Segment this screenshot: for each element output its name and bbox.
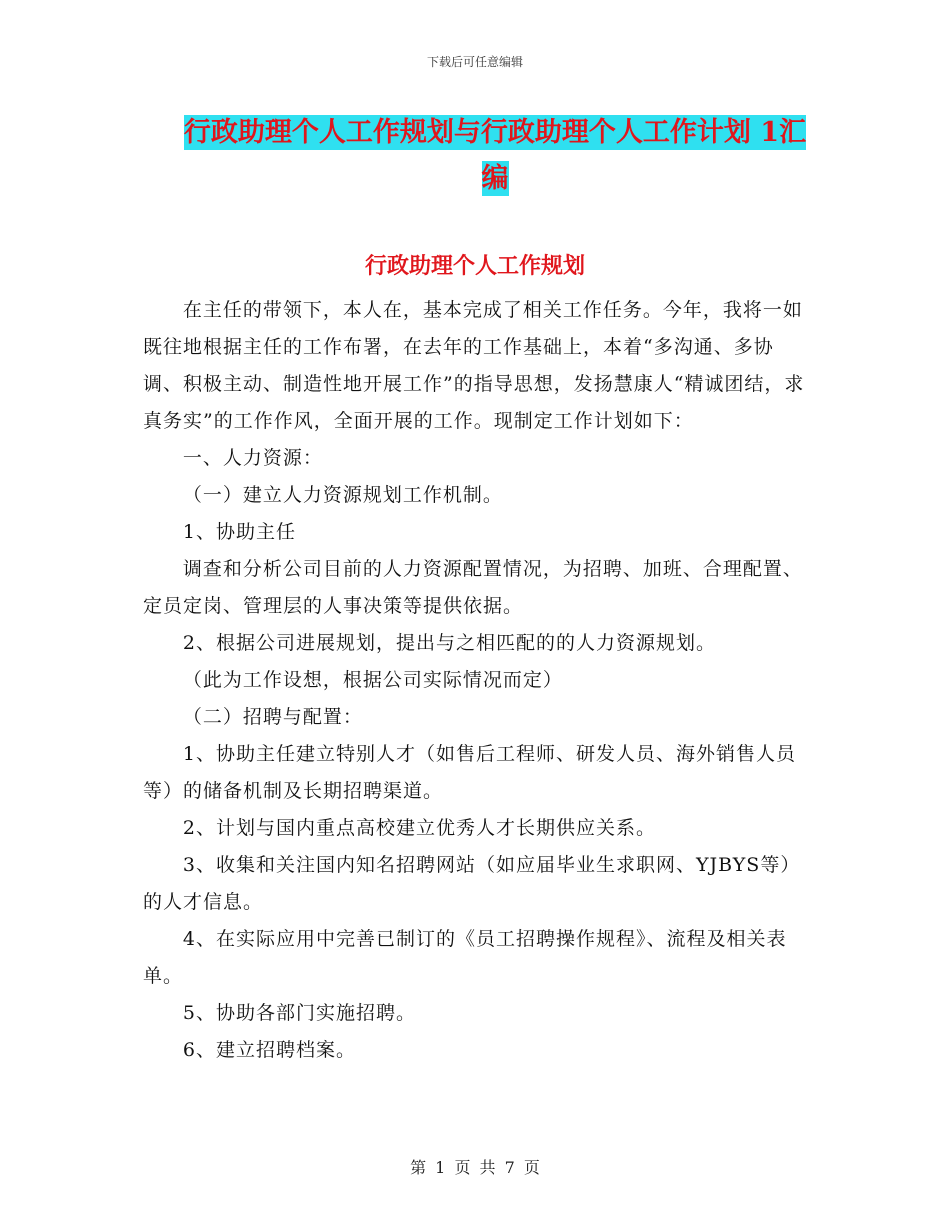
paragraph: 在主任的带领下，本人在，基本完成了相关工作任务。今年，我将一如既往地根据主任的工作布署，在去年的工作基础上，本着“多沟通、多协调、积极主动、制造性地开展工作”的指导思想，发扬慧康人“精诚团结，求真务实”的工作作风，全面开展的工作。现制定工作计划如下：: [143, 299, 805, 432]
document-title-text: 行政助理个人工作规划与行政助理个人工作计划 1汇编: [183, 117, 807, 194]
document-body: [143, 292, 808, 1069]
paragraph: 2、根据公司进展规划，提出与之相匹配的的人力资源规划。: [182, 632, 716, 654]
paragraph: （此为工作设想，根据公司实际情况而定）: [182, 669, 563, 691]
paragraph: 调查和分析公司目前的人力资源配置情况，为招聘、加班、合理配置、定员定岗、管理层的人事决策等提供依据。: [143, 558, 803, 617]
paragraph: 1、协助主任: [182, 521, 296, 543]
paragraph: 一、人力资源：: [182, 447, 323, 469]
document-title: [175, 110, 815, 202]
section-title: 行政助理个人工作规划: [364, 253, 585, 279]
paragraph: 1、协助主任建立特别人才（如售后工程师、研发人员、海外销售人员等）的储备机制及长期招聘渠道。: [143, 743, 796, 802]
paragraph: 3、收集和关注国内知名招聘网站（如应届毕业生求职网、YJBYS等）的人才信息。: [143, 854, 801, 913]
page-footer: 第 1 页 共 7 页: [410, 1158, 540, 1177]
paragraph: （二）招聘与配置：: [182, 706, 363, 728]
paragraph: （一）建立人力资源规划工作机制。: [182, 484, 503, 506]
paragraph: 6、建立招聘档案。: [182, 1039, 356, 1061]
paragraph: 5、协助各部门实施招聘。: [182, 1002, 416, 1024]
paragraph: 2、计划与国内重点高校建立优秀人才长期供应关系。: [182, 817, 656, 839]
paragraph: 4、在实际应用中完善已制订的《员工招聘操作规程》、流程及相关表单。: [143, 928, 787, 987]
header-note: 下载后可任意编辑: [426, 55, 523, 69]
